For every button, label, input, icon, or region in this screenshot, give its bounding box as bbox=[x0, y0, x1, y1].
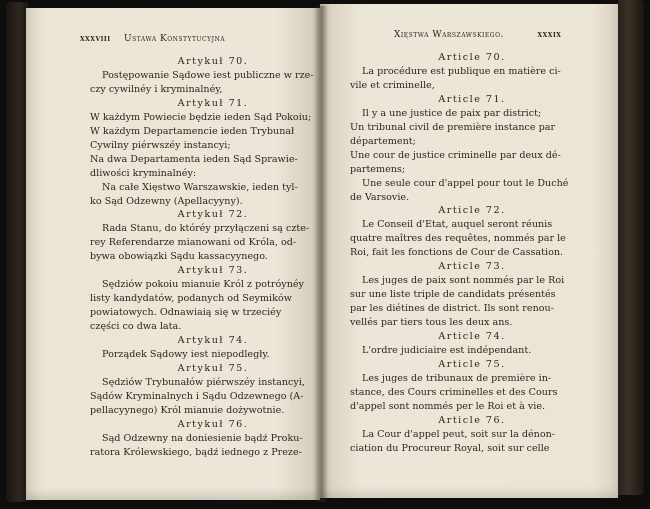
article-heading: Artykuł 75. bbox=[177, 362, 249, 374]
text-line: vile et criminelle, bbox=[350, 79, 435, 91]
article-heading: Article 73. bbox=[438, 261, 506, 273]
text-line: dliwości kryminalnéy: bbox=[90, 167, 197, 179]
text-line: vellés par tiers tous les deux ans. bbox=[350, 317, 513, 329]
text-line: Sędziów pokoiu mianuie Król z potróynéy bbox=[102, 279, 304, 291]
text-line: Les juges de tribunaux de première in- bbox=[362, 372, 552, 384]
text-line: Na dwa Departamenta ieden Sąd Sprawie- bbox=[90, 153, 298, 165]
text-line: Il y a une justice de paix par district; bbox=[362, 107, 542, 119]
left-header-title: Ustawa Konstytucyjna bbox=[124, 34, 226, 44]
text-line: ciation du Procureur Royal, soit sur celle bbox=[350, 442, 550, 454]
left-text-block bbox=[90, 55, 320, 460]
text-line: L'ordre judiciaire est indépendant. bbox=[362, 345, 532, 357]
text-line: Sąd Odzewny na doniesienie bądź Proku- bbox=[102, 432, 303, 444]
text-line: Postępowanie Sądowe iest publiczne w rze- bbox=[102, 69, 314, 81]
text-line: Le Conseil d'Etat, auquel seront réunis bbox=[362, 219, 553, 231]
text-line: partemens; bbox=[350, 163, 406, 175]
text-line: Les juges de paix sont nommés par le Roi bbox=[362, 275, 565, 287]
text-line: Na całe Xięstwo Warszawskie, ieden tyl- bbox=[102, 181, 298, 193]
text-line: Sądów Kryminalnych i Sądu Odzewnego (A- bbox=[90, 390, 304, 402]
article-heading: Article 70. bbox=[438, 52, 506, 63]
text-line: bywa obowiązki Sądu kassacyynego. bbox=[90, 251, 268, 263]
article-heading: Artykuł 74. bbox=[177, 335, 249, 347]
text-line: W każdym Departamencie ieden Trybunał bbox=[90, 125, 295, 137]
right-text-block bbox=[350, 51, 594, 456]
text-line: sur une liste triple de candidats présentés bbox=[350, 289, 556, 301]
text-line: pellacyynego) Król mianuie dożywotnie. bbox=[90, 404, 285, 416]
text-line: stance, des Cours criminelles et des Cours bbox=[350, 386, 558, 398]
article-heading: Artykuł 70. bbox=[177, 56, 249, 67]
text-line: Rada Stanu, do któréy przyłączeni są czte- bbox=[102, 223, 310, 235]
book-cover-left-edge bbox=[6, 2, 28, 502]
text-line: La procédure est publique en matière ci- bbox=[362, 65, 561, 77]
text-line: La Cour d'appel peut, soit sur la dénon- bbox=[362, 428, 556, 440]
article-heading: Article 76. bbox=[438, 414, 506, 426]
text-line: d'appel sont nommés per le Roi et à vie. bbox=[350, 400, 546, 412]
article-heading: Article 72. bbox=[438, 205, 506, 217]
text-line: Un tribunal civil de première instance par bbox=[350, 121, 556, 133]
text-line: ratora Królewskiego, bądź iednego z Preze- bbox=[90, 446, 302, 458]
right-page-number: xxxix bbox=[537, 30, 562, 40]
text-line: Sędziów Trybunałów piérwszéy instancyi, bbox=[102, 376, 305, 388]
book-gutter bbox=[314, 6, 328, 502]
right-running-head bbox=[394, 30, 618, 40]
article-heading: Artykuł 73. bbox=[177, 265, 249, 277]
text-line: W każdym Powiecie będzie ieden Sąd Pokoiu; bbox=[90, 111, 312, 123]
text-line: Une cour de justice criminelle par deux dé- bbox=[350, 149, 561, 161]
text-line: czy cywilnéy i kryminalnéy, bbox=[90, 83, 223, 95]
article-heading: Artykuł 72. bbox=[177, 209, 249, 221]
right-page bbox=[320, 4, 618, 498]
article-heading: Artykuł 76. bbox=[177, 418, 249, 430]
article-heading: Article 74. bbox=[438, 331, 506, 343]
article-heading: Article 75. bbox=[438, 358, 506, 370]
text-line: Roi, fait les fonctions de Cour de Cassation. bbox=[350, 247, 564, 259]
left-running-head bbox=[80, 34, 320, 44]
text-line: quatre maîtres des requêtes, nommés par le bbox=[350, 233, 566, 245]
text-line: Une seule cour d'appel pour tout le Duché bbox=[362, 177, 569, 189]
text-line: Cywilny piérwszéy instancyi; bbox=[90, 139, 231, 151]
right-header-title: Xięstwa Warszawskiego. bbox=[394, 30, 504, 40]
text-line: département; bbox=[350, 135, 416, 147]
left-page-number: xxxviii bbox=[80, 34, 111, 44]
article-heading: Article 71. bbox=[438, 93, 506, 105]
left-page bbox=[26, 8, 320, 500]
text-line: ko Sąd Odzewny (Apellacyyny). bbox=[90, 195, 243, 207]
article-heading: Artykuł 71. bbox=[177, 97, 249, 109]
text-line: de Varsovie. bbox=[350, 191, 410, 203]
text-line: par les diétines de district. Ils sont renou- bbox=[350, 303, 554, 315]
text-line: Porządek Sądowy iest niepodległy. bbox=[102, 349, 270, 361]
text-line: rey Referendarze mianowani od Króla, od- bbox=[90, 237, 297, 249]
text-line: części co dwa lata. bbox=[90, 321, 182, 333]
text-line: powiatowych. Odnawiaią się w trzeciéy bbox=[90, 307, 282, 319]
book-cover-right-edge bbox=[618, 0, 644, 495]
text-line: listy kandydatów, podanych od Seymików bbox=[90, 293, 292, 305]
